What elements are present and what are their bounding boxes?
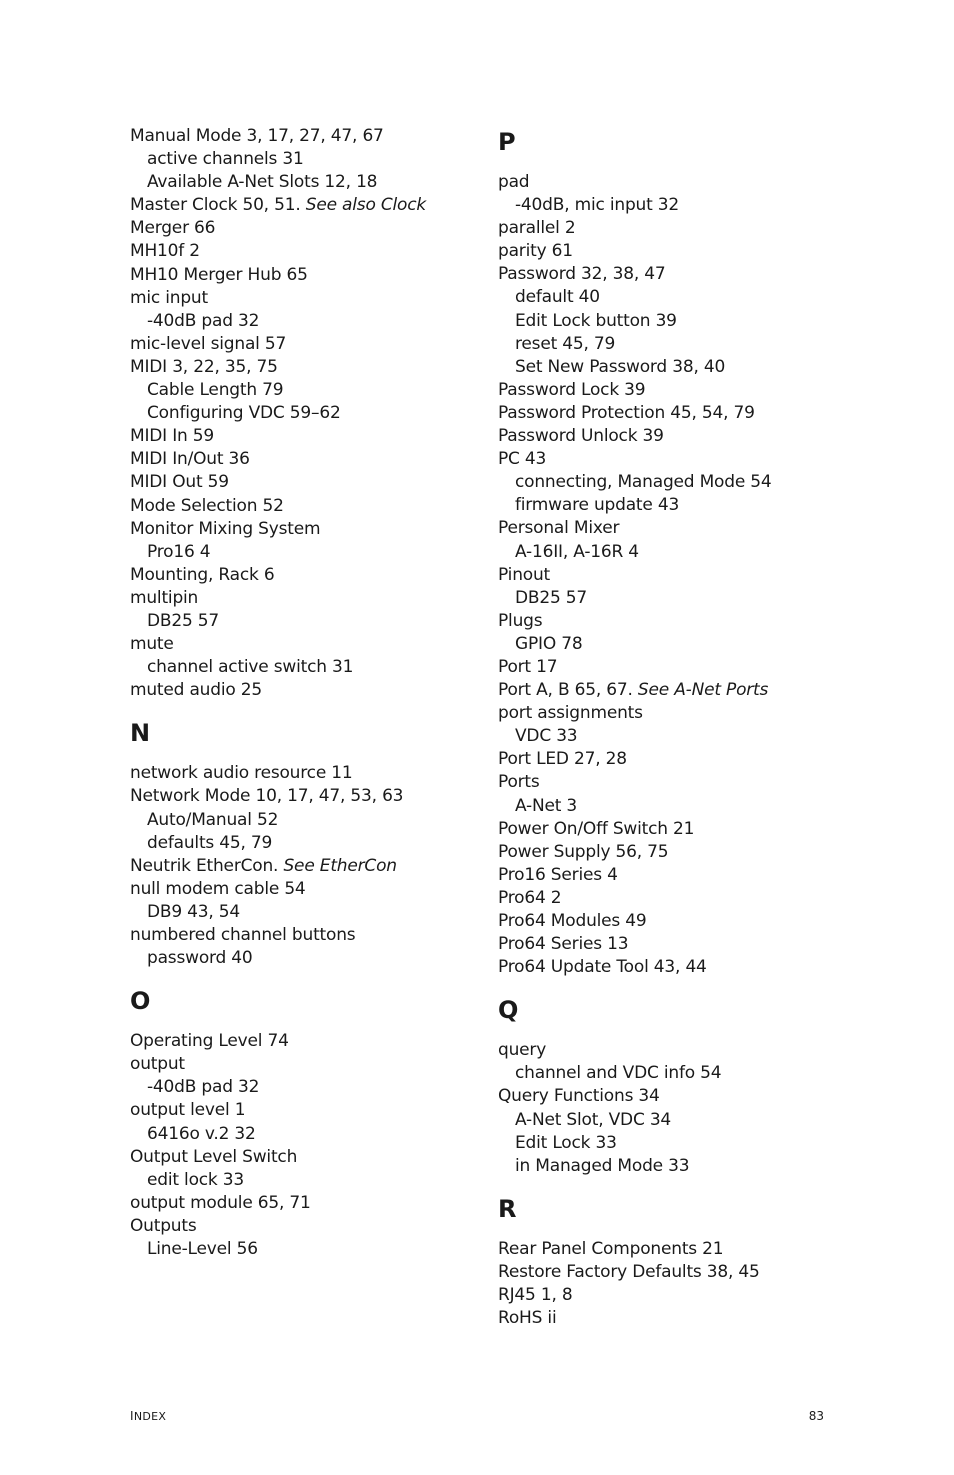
index-subentry [498,356,918,379]
index-entry [130,1053,550,1076]
entry-text: Pro16 Series 4 [498,864,618,885]
index-entry [130,194,550,217]
entry-text: Ports [498,772,540,793]
index-subentry [498,1155,918,1178]
entry-text: Port A, B 65, 67. [498,680,638,701]
footer-section-initial: I [130,1409,134,1423]
entry-text: network audio resource 11 [130,763,353,784]
entry-text: RJ45 1, 8 [498,1285,573,1306]
entry-text: Operating Level 74 [130,1031,289,1052]
entry-text: multipin [130,587,199,608]
entry-text: defaults 45, 79 [147,832,273,853]
entry-text: Output Level Switch [130,1146,298,1167]
running-footer-section [130,1409,166,1423]
index-subentry [130,947,550,970]
index-entry [130,679,550,702]
entry-text: Password 32, 38, 47 [498,264,666,285]
index-subentry [130,379,550,402]
index-entry [498,448,918,471]
index-entry [130,333,550,356]
index-entry [498,379,918,402]
entry-text: Power On/Off Switch 21 [498,818,695,839]
entry-text: Edit Lock button 39 [515,310,677,331]
index-subentry [498,194,918,217]
index-entry [498,425,918,448]
entry-text: Personal Mixer [498,518,620,539]
index-subentry [130,171,550,194]
index-entry [130,1099,550,1122]
index-subentry [498,1062,918,1085]
index-subentry [130,901,550,924]
index-entry [498,1238,918,1261]
entry-text: channel and VDC info 54 [515,1063,722,1084]
index-subentry [130,1238,550,1261]
entry-text: password 40 [147,948,253,969]
index-subentry [498,471,918,494]
index-entry [130,878,550,901]
index-entry [498,610,918,633]
entry-text: Outputs [130,1215,197,1236]
index-subentry [498,494,918,517]
index-entry [130,240,550,263]
index-entry [498,1284,918,1307]
entry-text: Port LED 27, 28 [498,749,627,770]
index-entry [130,356,550,379]
index-entry [498,956,918,979]
section-spacer [130,970,550,984]
entry-text: MIDI In 59 [130,426,215,447]
index-entry [498,702,918,725]
index-entry [130,217,550,240]
entry-text: reset 45, 79 [515,333,616,354]
index-entry [498,517,918,540]
entry-text: parity 61 [498,241,573,262]
page-number: 83 [808,1409,824,1423]
index-entry [130,855,550,878]
entry-text: firmware update 43 [515,495,680,516]
entry-text: pad [498,172,530,192]
entry-text: null modem cable 54 [130,878,306,899]
index-entry [498,1085,918,1108]
entry-text: A-Net 3 [515,795,578,816]
index-entry [130,564,550,587]
entry-text: MIDI Out 59 [130,472,229,493]
entry-text: output module 65, 71 [130,1192,311,1213]
entry-text: Master Clock 50, 51. [130,195,306,216]
index-subentry [498,541,918,564]
entry-text: DB25 57 [147,610,220,631]
entry-text: Configuring VDC 59–62 [147,403,341,424]
entry-text: Pro16 4 [147,541,211,562]
entry-text: GPIO 78 [515,633,583,654]
index-subentry [130,1123,550,1146]
entry-text: Power Supply 56, 75 [498,841,669,862]
entry-text: Password Lock 39 [498,379,646,400]
index-column-left [130,125,550,1261]
index-letter-heading: Q [498,996,519,1025]
index-entry [498,771,918,794]
entry-text: Edit Lock 33 [515,1132,617,1153]
cross-reference: See also Clock [305,195,427,216]
entry-text: Network Mode 10, 17, 47, 53, 63 [130,786,404,807]
entry-text: Cable Length 79 [147,380,284,401]
index-letter-heading: R [498,1194,517,1223]
entry-text: port assignments [498,703,643,724]
index-entry [498,1261,918,1284]
index-subentry [498,1132,918,1155]
entry-text: -40dB, mic input 32 [515,195,680,216]
entry-text: Pinout [498,564,551,585]
entry-text: PC 43 [498,449,547,470]
index-entry [130,762,550,785]
entry-text: muted audio 25 [130,680,262,701]
index-subentry [498,587,918,610]
index-entry [498,1039,918,1062]
index-entry [498,818,918,841]
entry-text: Pro64 2 [498,887,562,908]
entry-text: VDC 33 [515,726,578,747]
index-entry [498,748,918,771]
index-entry [130,425,550,448]
entry-text: 6416o v.2 32 [147,1123,256,1144]
entry-text: Pro64 Series 13 [498,934,629,955]
index-entry [498,171,918,194]
index-subentry [130,610,550,633]
entry-text: Pro64 Update Tool 43, 44 [498,957,707,978]
entry-text: -40dB pad 32 [147,1077,260,1098]
entry-text: Port 17 [498,656,558,677]
entry-text: A-Net Slot, VDC 34 [515,1109,672,1130]
index-subentry [130,310,550,333]
index-entry [130,287,550,310]
entry-text: Line-Level 56 [147,1239,258,1260]
index-entry [498,679,918,702]
index-subentry [130,832,550,855]
index-entry [130,1146,550,1169]
index-entry [498,910,918,933]
index-entry [498,263,918,286]
footer-section-rest: NDEX [133,1410,167,1423]
index-entry [130,471,550,494]
entry-text: DB9 43, 54 [147,901,241,922]
index-subentry [130,1169,550,1192]
index-subentry [498,286,918,309]
entry-text: active channels 31 [147,149,304,170]
index-entry [498,402,918,425]
entry-text: Monitor Mixing System [130,518,321,539]
entry-text: query [498,1040,547,1061]
index-letter-heading: P [498,128,516,156]
cross-reference: See EtherCon [283,855,397,876]
index-entry [498,564,918,587]
entry-text: A-16II, A-16R 4 [515,541,639,562]
entry-text: mic input [130,287,208,308]
index-subentry [130,148,550,171]
index-subentry [498,333,918,356]
section-spacer [498,979,918,993]
index-subentry [130,541,550,564]
entry-text: Merger 66 [130,218,216,239]
entry-text: DB25 57 [515,587,588,608]
entry-text: MH10 Merger Hub 65 [130,264,308,285]
index-entry [498,1307,918,1330]
index-entry [498,841,918,864]
entry-text: Rear Panel Components 21 [498,1238,724,1259]
entry-text: parallel 2 [498,218,576,239]
index-entry [130,125,550,148]
entry-text: Manual Mode 3, 17, 27, 47, 67 [130,126,384,146]
index-entry [498,240,918,263]
entry-text: connecting, Managed Mode 54 [515,472,772,493]
entry-text: Auto/Manual 52 [147,809,279,830]
entry-text: in Managed Mode 33 [515,1155,690,1176]
entry-text: default 40 [515,287,600,308]
index-entry [130,785,550,808]
entry-text: output [130,1054,185,1075]
index-entry [130,264,550,287]
index-entry [498,864,918,887]
index-entry [498,887,918,910]
index-entry [130,518,550,541]
index-letter-heading: O [130,987,151,1016]
entry-text: Mode Selection 52 [130,495,284,516]
entry-text: Password Unlock 39 [498,426,664,447]
index-entry [498,217,918,240]
index-entry [130,1030,550,1053]
index-entry [498,933,918,956]
index-entry [130,587,550,610]
entry-text: mute [130,634,174,655]
entry-text: Available A-Net Slots 12, 18 [147,172,378,193]
entry-text: Neutrik EtherCon. [130,855,284,876]
section-spacer [498,1178,918,1192]
entry-text: RoHS ii [498,1308,557,1329]
entry-text: mic-level signal 57 [130,333,287,354]
index-subentry [498,725,918,748]
index-letter-heading: N [130,719,151,748]
index-subentry [130,656,550,679]
index-column-right [498,125,918,1330]
entry-text: MH10f 2 [130,241,200,262]
entry-text: Query Functions 34 [498,1086,660,1107]
entry-text: channel active switch 31 [147,657,354,678]
index-subentry [130,809,550,832]
section-spacer [130,702,550,716]
entry-text: Pro64 Modules 49 [498,911,647,931]
entry-text: MIDI In/Out 36 [130,449,250,470]
entry-text: MIDI 3, 22, 35, 75 [130,356,278,377]
entry-text: Plugs [498,610,543,631]
entry-text: numbered channel buttons [130,925,356,945]
index-subentry [498,633,918,656]
index-subentry [498,795,918,818]
index-entry [130,633,550,656]
entry-text: output level 1 [130,1100,246,1121]
entry-text: Mounting, Rack 6 [130,564,275,585]
entry-text: edit lock 33 [147,1169,244,1190]
entry-text: -40dB pad 32 [147,310,260,331]
index-entry [130,1192,550,1215]
index-entry [130,1215,550,1238]
index-entry [130,495,550,518]
entry-text: Set New Password 38, 40 [515,356,726,377]
index-entry [130,448,550,471]
index-subentry [498,310,918,333]
index-subentry [498,1109,918,1132]
index-subentry [130,402,550,425]
cross-reference: See A-Net Ports [637,680,769,701]
index-entry [130,924,550,947]
entry-text: Restore Factory Defaults 38, 45 [498,1261,760,1282]
index-subentry [130,1076,550,1099]
index-entry [498,656,918,679]
entry-text: Password Protection 45, 54, 79 [498,402,755,423]
